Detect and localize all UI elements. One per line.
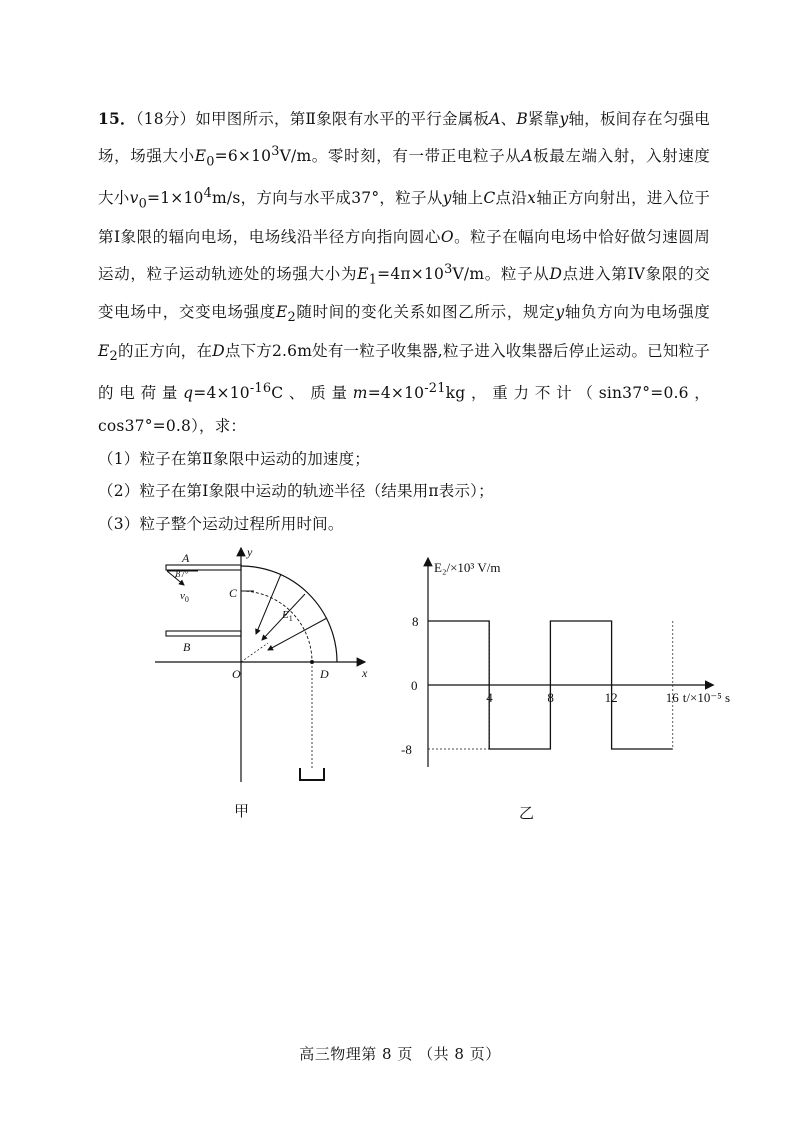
radius-line bbox=[241, 643, 268, 662]
plate-b bbox=[166, 631, 241, 636]
chart-y-tick-label: 8 bbox=[412, 614, 419, 629]
label-angle: 37° bbox=[176, 569, 189, 579]
question-3: （3）粒子整个运动过程所用时间。 bbox=[98, 514, 344, 533]
field-line bbox=[256, 574, 281, 634]
label-b: B bbox=[183, 640, 191, 654]
problem-15 bbox=[98, 103, 710, 540]
problem-statement: 15．（18分）如甲图所示，第Ⅱ象限有水平的平行金属板A、B紧靠y轴，板间存在匀强电场，场强大小$E_0=6\times 10^3V/m$。零时刻，有一带正电粒子从A板最左端入射，入射速度大小$v_0=1\times 10^4m/s$，方向与水平成37°，粒子从y轴上C点沿x轴正方向射出，进入位于第Ⅰ象限的辐向电场，电场线沿半径方向指向圆心O。粒子在幅向电场中恰好做匀速圆周运动，粒子运动轨迹处的场强大小为$E_1=4\pi\times 10^3V/m$。粒子从D点进入第IV象限的交变电场中，交变电场强度$E_2$随时间的变化关系如图乙所示，规定y轴负方向为电场强度$E_2$的正方向，在D点下方2.6m处有一粒子收集器,粒子进入收集器后停止运动。已知粒子的电荷量$q=4\times 10^{-16}C$、质量$m=4\times 10^{-21}kg$，重力不计（sin37°=0.6，cos37°=0.8），求： bbox=[98, 109, 711, 436]
label-x: x bbox=[362, 666, 368, 680]
chart-y-tick-label: -8 bbox=[401, 742, 412, 757]
figure-yi bbox=[380, 550, 731, 780]
label-v0: $v_0$ bbox=[180, 590, 189, 604]
chart-x-tick-label: 8 bbox=[547, 690, 554, 705]
label-o: O bbox=[232, 667, 241, 681]
chart-y-axis-label: E₂/×10³ V/m bbox=[434, 560, 501, 575]
chart-x-tick-label: 12 bbox=[604, 690, 618, 705]
trajectory-arc bbox=[241, 591, 312, 662]
page-footer: 高三物理第 8 页 （共 8 页） bbox=[299, 1045, 501, 1063]
figure-jia-diagram bbox=[150, 540, 380, 790]
chart-x-tick-label: 4 bbox=[486, 690, 493, 705]
chart-e2-vs-t bbox=[380, 550, 731, 780]
chart-x-tick-label: 16 bbox=[665, 690, 679, 705]
question-2: （2）粒子在第Ⅰ象限中运动的轨迹半径（结果用π表示）； bbox=[98, 482, 494, 501]
caption-jia: 甲 bbox=[234, 802, 250, 820]
label-y: y bbox=[247, 545, 253, 559]
label-e1: $E_1$ bbox=[282, 609, 293, 623]
problem-number: 15． bbox=[98, 109, 136, 128]
label-c: C bbox=[229, 586, 238, 600]
question-1: （1）粒子在第Ⅱ象限中运动的加速度； bbox=[98, 449, 370, 468]
collector bbox=[300, 768, 324, 780]
caption-yi: 乙 bbox=[519, 804, 535, 822]
chart-x-axis-label: t/×10⁻⁵ s bbox=[682, 690, 731, 705]
figure-jia bbox=[150, 540, 380, 790]
label-a: A bbox=[182, 551, 190, 565]
chart-origin-label: 0 bbox=[411, 678, 418, 693]
label-d: D bbox=[320, 667, 329, 681]
field-line bbox=[268, 618, 327, 650]
